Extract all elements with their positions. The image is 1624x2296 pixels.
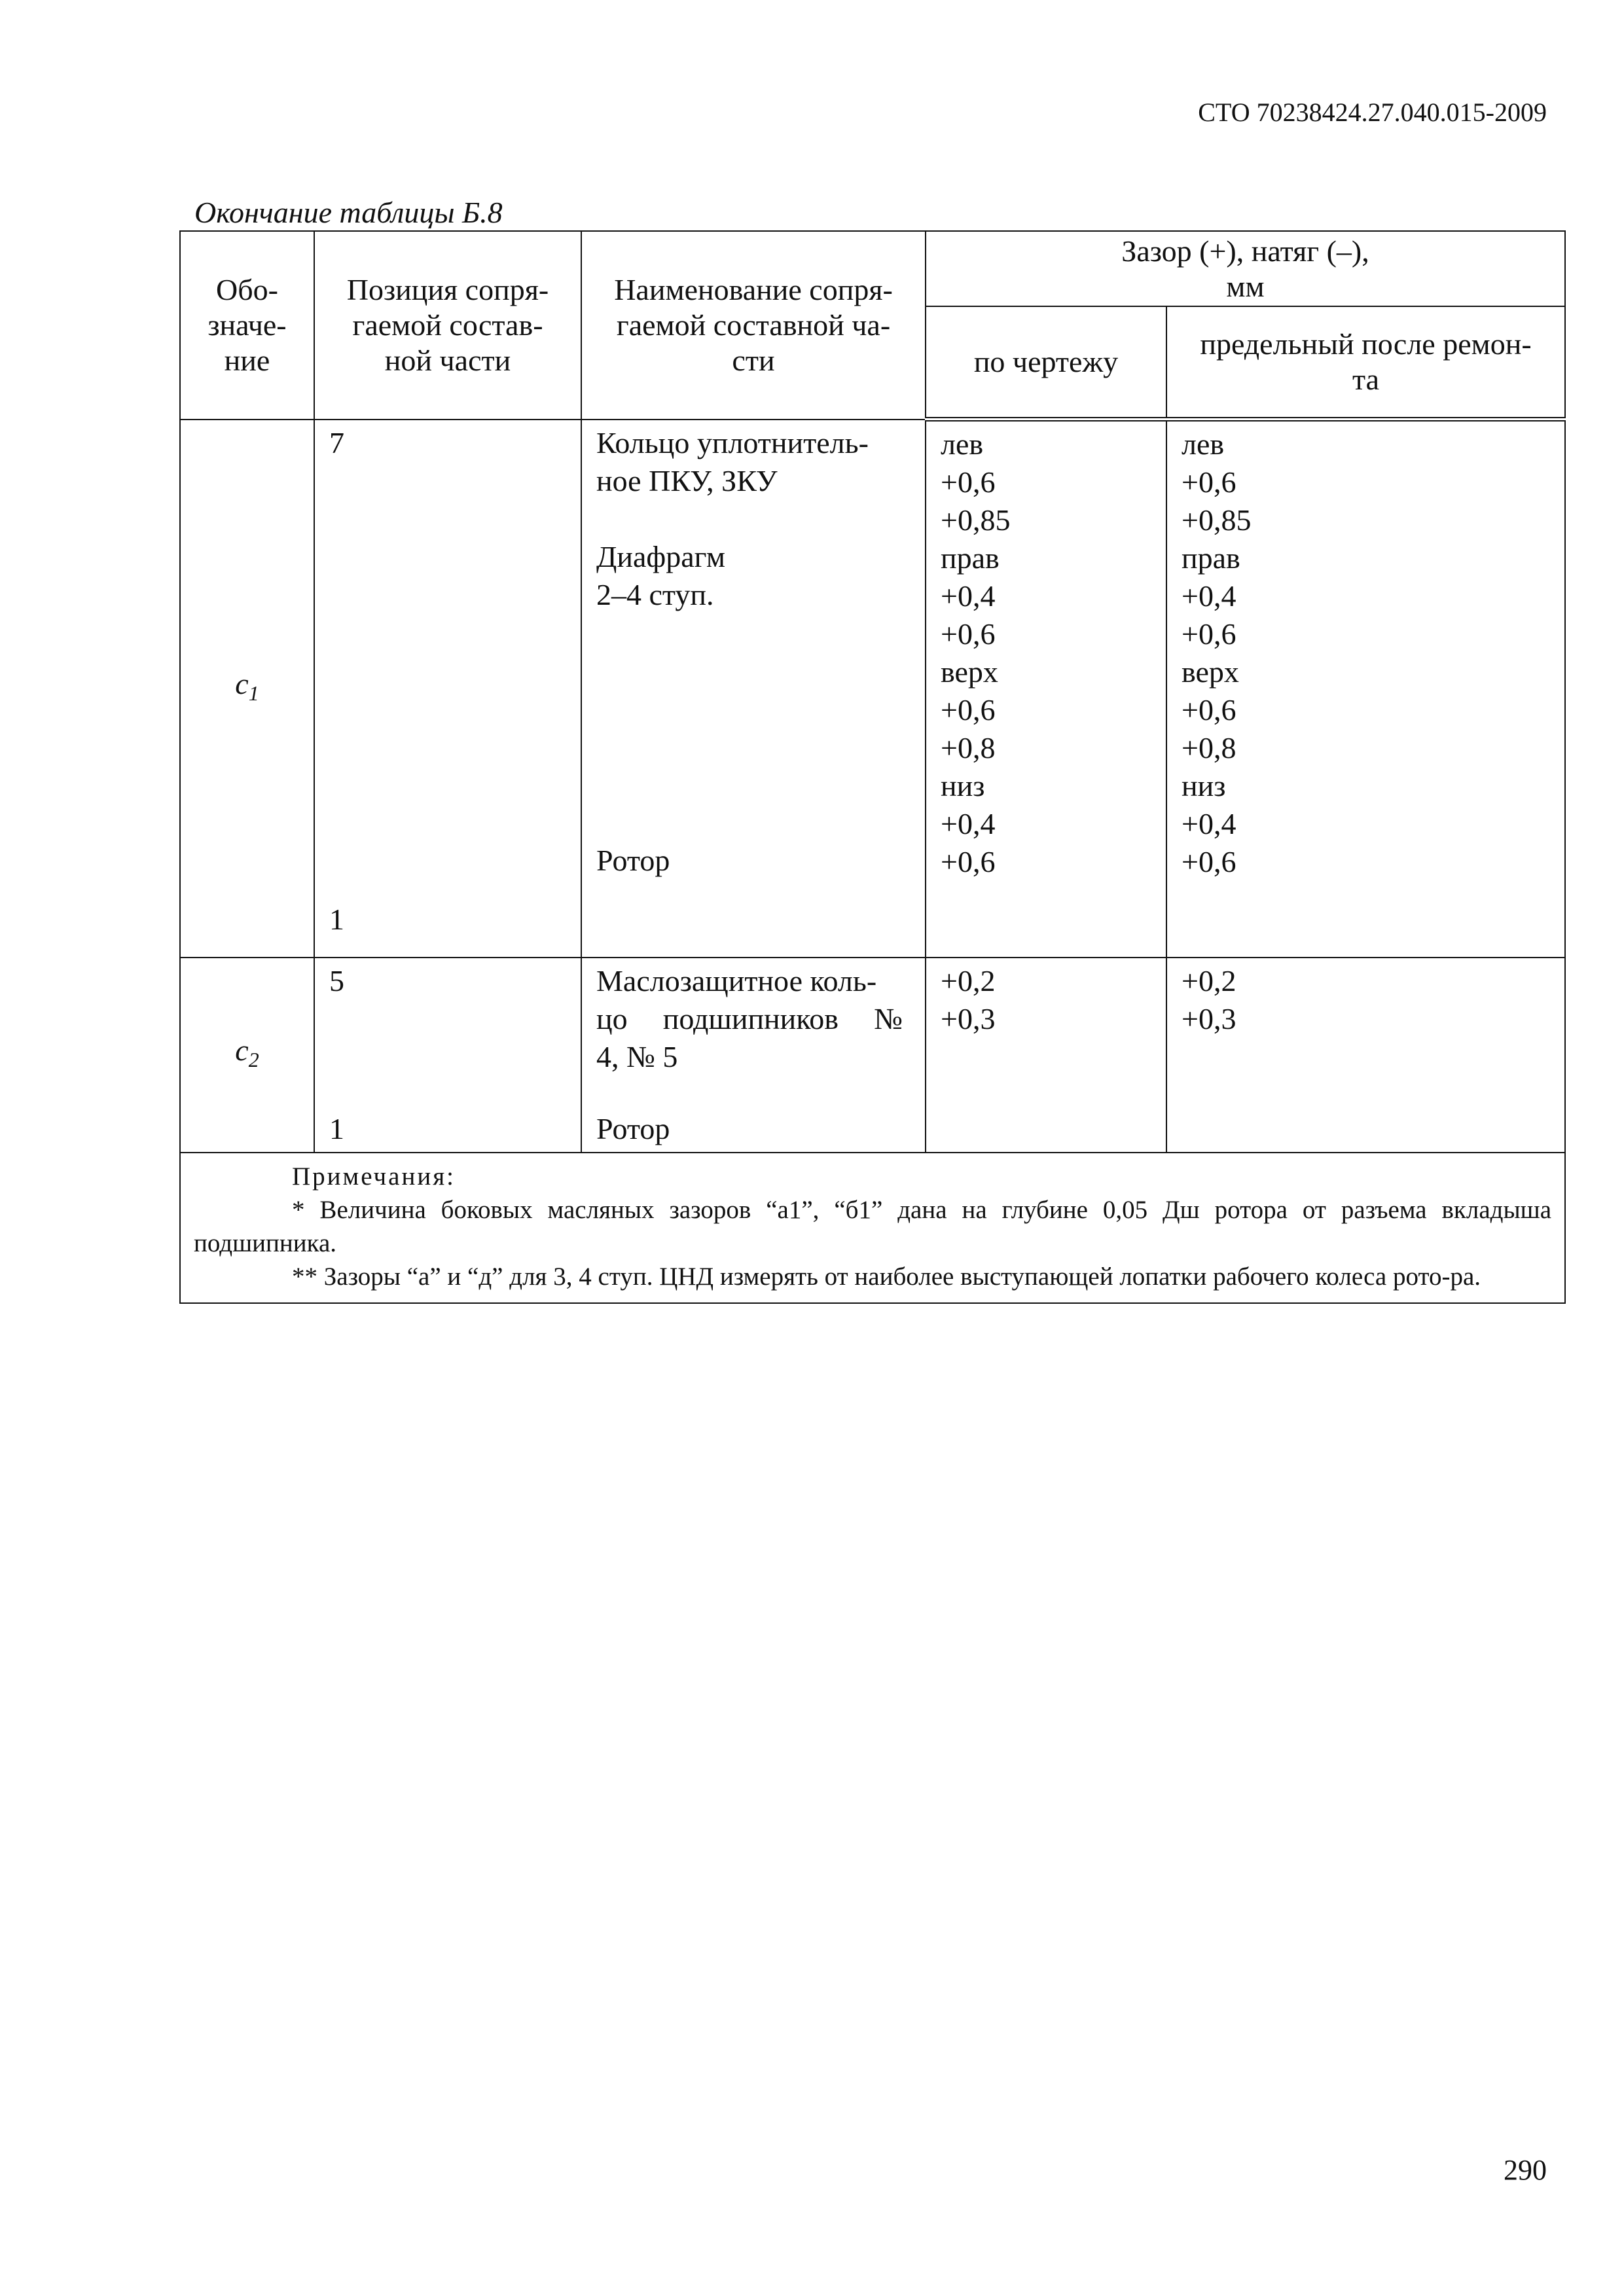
value-line: +0,3 [1182,1002,1236,1035]
header-text: Обо- [216,272,278,306]
value-line: низ [941,769,985,802]
name-line: ное ПКУ, ЗКУ [596,463,778,497]
value-line: лев [941,427,984,461]
name-cell [581,420,926,958]
value-line: +0,6 [1182,617,1236,651]
designation-cell [180,420,314,958]
position-bottom: 1 [329,903,344,936]
name-mid-block [596,538,903,614]
name-line: цо подшипников № [596,1002,903,1035]
value-line: +0,6 [1182,465,1236,499]
header-clearance-group [926,231,1565,306]
value-line: +0,4 [1182,807,1236,840]
designation-subscript: 1 [248,681,259,705]
value-line: лев [1182,427,1225,461]
value-line: +0,6 [1182,845,1236,878]
header-text: мм [1226,269,1265,303]
name-line: Кольцо уплотнитель- [596,425,869,459]
header-text: сти [732,343,775,377]
position-cell [314,420,581,958]
header-name [581,231,926,420]
value-line: +0,3 [941,1002,996,1035]
value-line: +0,8 [1182,731,1236,764]
value-line: +0,6 [1182,693,1236,726]
notes-title: Примечания: [292,1162,456,1191]
name-top-block [596,424,903,500]
value-line: верх [941,655,998,689]
designation-subscript: 2 [248,1048,259,1072]
by-drawing-values [926,420,1166,958]
by-drawing-values [926,958,1166,1153]
table-header [180,231,1565,420]
value-line: +0,2 [941,964,996,997]
limit-values [1166,420,1565,958]
table-row-c2 [180,958,1565,1153]
value-line: верх [1182,655,1239,689]
header-position [314,231,581,420]
designation-symbol: c [235,1033,249,1067]
name-bottom: Ротор [596,843,670,877]
value-line: +0,2 [1182,964,1236,997]
header-text: гаемой состав- [352,308,543,342]
header-text: Наименование сопря- [614,272,893,306]
position-top: 7 [329,425,344,459]
value-line: +0,4 [941,579,996,613]
position-bottom: 1 [329,1112,344,1145]
name-cell [581,958,926,1153]
clearances-table [179,230,1566,1304]
header-text: Позиция сопря- [346,272,549,306]
header-text: ной части [384,343,511,377]
designation-cell [180,958,314,1153]
header-designation [180,231,314,420]
table-row-c1 [180,420,1565,958]
name-line: 2–4 ступ. [596,577,714,611]
header-text: по чертежу [973,345,1119,378]
header-limit-after-repair [1166,306,1565,420]
name-line: 4, № 5 [596,1040,678,1073]
notes-cell [180,1153,1565,1303]
page-number: 290 [1504,2154,1547,2186]
value-line: +0,6 [941,465,996,499]
value-line: прав [1182,541,1240,575]
table-notes-row [180,1153,1565,1303]
header-text: предельный после ремон- [1200,327,1532,361]
header-text: ние [224,343,270,377]
value-line: +0,6 [941,617,996,651]
name-bottom: Ротор [596,1112,670,1145]
designation-symbol: c [235,666,249,700]
value-line: +0,85 [941,503,1011,537]
header-text: гаемой составной ча- [616,308,891,342]
name-line: Диафрагм [596,539,726,573]
header-by-drawing [926,306,1166,420]
limit-values [1166,958,1565,1153]
note-2: ** Зазоры “а” и “д” для 3, 4 ступ. ЦНД измерять от наиболее выступающей лопатки рабочего колеса рото-ра. [292,1263,1481,1291]
header-text: та [1352,363,1380,396]
value-line: +0,8 [941,731,996,764]
header-text: значе- [208,308,287,342]
value-line: +0,6 [941,693,996,726]
document-code: СТО 70238424.27.040.015-2009 [1198,98,1547,127]
value-line: +0,6 [941,845,996,878]
position-top: 5 [329,964,344,997]
table-caption: Окончание таблицы Б.8 [194,196,503,229]
value-line: +0,4 [1182,579,1236,613]
value-line: +0,85 [1182,503,1252,537]
value-line: +0,4 [941,807,996,840]
value-line: прав [941,541,1000,575]
name-top-block [596,962,903,1076]
header-text: Зазор (+), натяг (–), [1121,234,1369,268]
position-cell [314,958,581,1153]
value-line: низ [1182,769,1226,802]
name-line: Маслозащитное коль- [596,964,877,997]
note-1: * Величина боковых масляных зазоров “а1”, “б1” дана на глубине 0,05 Дш ротора от разъема вкладыша подшипника. [194,1196,1552,1257]
